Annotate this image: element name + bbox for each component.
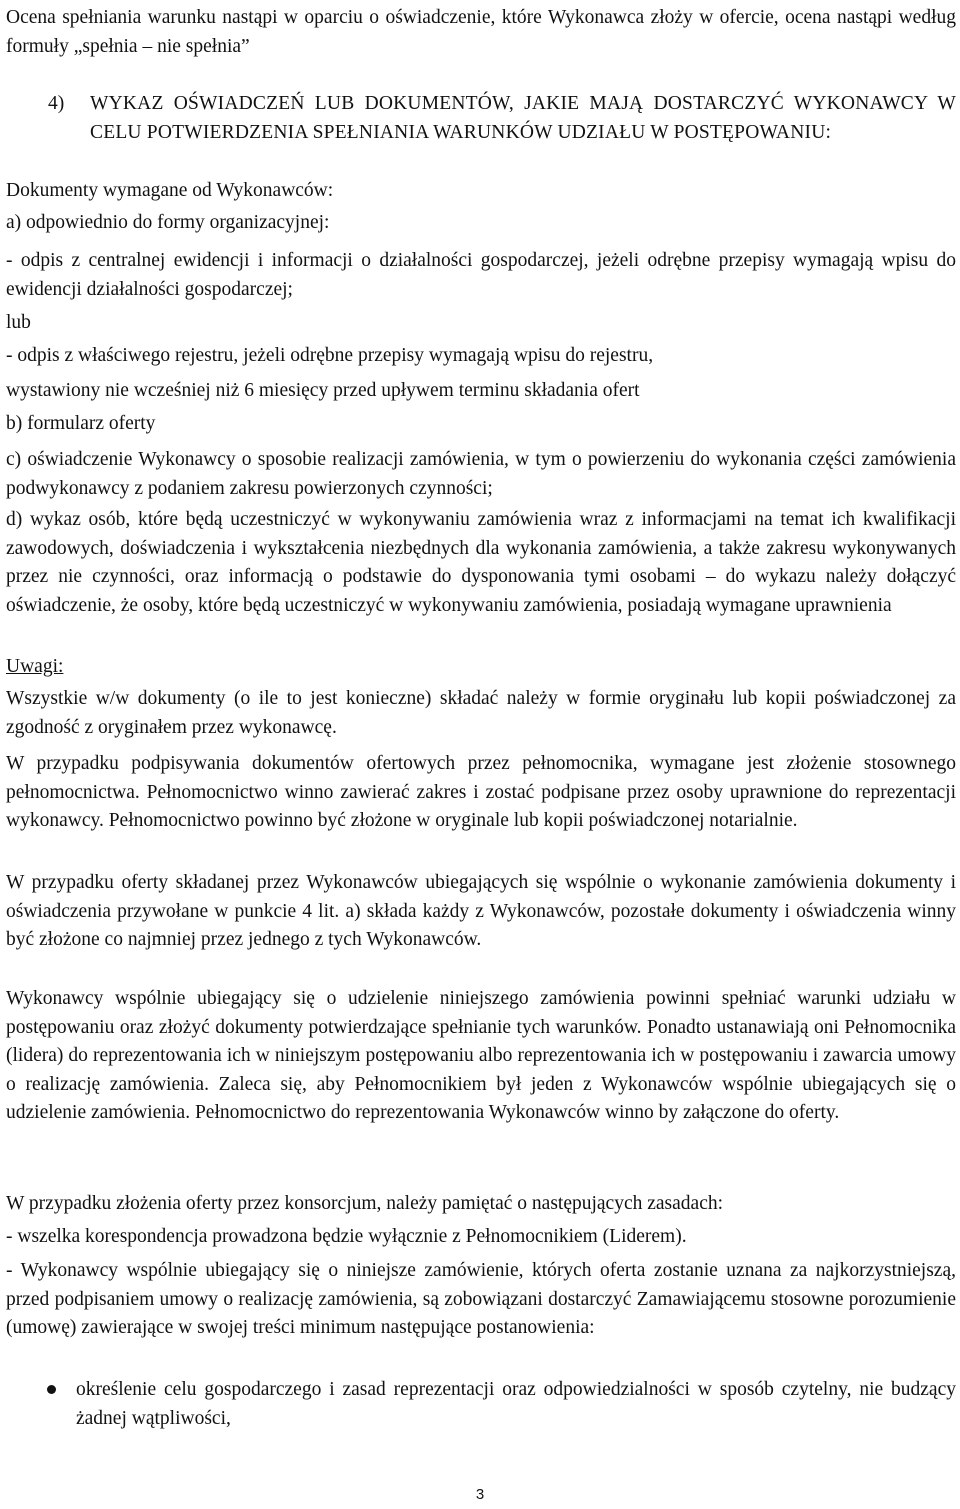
item-d: d) wykaz osób, które będą uczestniczyć w wykonywaniu zamówienia wraz z informacjami na temat ich kwalifikacji zawodowych, doświadczenia i wykształcenia niezbędnych dla wykonania zamówienia, a także zakresu wykonywanych przez nie czynności, oraz informacją o podstawie do dysponowania tymi osobami – do wykazu należy dołączyć oświadczenie, że osoby, które będą uczestniczyć w wykonywaniu zamówienia, posiadają wymagane uprawnienia (6, 509, 956, 616)
note-7: - Wykonawcy wspólnie ubiegający się o niniejsze zamówienie, których oferta zostanie uznana za najkorzystniejszą, przed podpisaniem umowy o realizację zamówienia, są zobowiązani dostarczyć Zamawiającemu stosowne porozumienie (umowę) zawierające w swojej treści minimum następujące postanowienia: (6, 1260, 956, 1338)
item-b: b) formularz oferty (6, 413, 156, 434)
notes-heading: Uwagi: (6, 656, 64, 677)
note-5: W przypadku złożenia oferty przez konsorcjum, należy pamiętać o następujących zasadach: (6, 1193, 724, 1214)
note-6: - wszelka korespondencja prowadzona będzie wyłącznie z Pełnomocnikiem (Liderem). (6, 1226, 687, 1247)
section-heading: WYKAZ OŚWIADCZEŃ LUB DOKUMENTÓW, JAKIE MAJĄ DOSTARCZYĆ WYKONAWCY W CELU POTWIERDZENIA SPEŁNIANIA WARUNKÓW UDZIAŁU W POSTĘPOWANIU: (90, 93, 956, 143)
section-number: 4) (48, 93, 65, 114)
note-4: Wykonawcy wspólnie ubiegający się o udzielenie niniejszego zamówienia powinni spełniać warunki udziału w postępowaniu oraz złożyć dokumenty potwierdzające spełnianie tych warunków. Ponadto ustanawiają oni Pełnomocnika (lidera) do reprezentowania ich w niniejszym postępowaniu albo reprezentowania ich w postępowaniu i zawarcia umowy o realizację zamówienia. Zaleca się, aby Pełnomocnikiem był jeden z Wykonawców wspólnie ubiegających się o udzielenie zamówienia. Pełnomocnictwo do reprezentowania Wykonawców winno by załączone do oferty. (6, 988, 956, 1123)
intro-paragraph: Ocena spełniania warunku nastąpi w oparciu o oświadczenie, które Wykonawca złoży w ofercie, ocena nastąpi według formuły „spełnia – nie spełnia” (6, 7, 956, 57)
item-c: c) oświadczenie Wykonawcy o sposobie realizacji zamówienia, w tym o powierzeniu do wykonania części zamówienia podwykonawcy z podaniem zakresu powierzonych czynności; (6, 449, 956, 499)
item-a-point-1: - odpis z centralnej ewidencji i informacji o działalności gospodarczej, jeżeli odrębne przepisy wymagają wpisu do ewidencji działalności gospodarczej; (6, 250, 956, 300)
docs-required-label: Dokumenty wymagane od Wykonawców: (6, 180, 334, 201)
note-1: Wszystkie w/w dokumenty (o ile to jest konieczne) składać należy w formie oryginału lub kopii poświadczonej za zgodność z oryginałem przez wykonawcę. (6, 688, 956, 738)
item-a-point-2: - odpis z właściwego rejestru, jeżeli odrębne przepisy wymagają wpisu do rejestru, (6, 345, 654, 366)
page-number: 3 (475, 1486, 485, 1503)
item-a-point-3: wystawiony nie wcześniej niż 6 miesięcy przed upływem terminu składania ofert (6, 380, 640, 401)
item-a-heading: a) odpowiednio do formy organizacyjnej: (6, 212, 330, 233)
note-2: W przypadku podpisywania dokumentów ofertowych przez pełnomocnika, wymagane jest złożenie stosownego pełnomocnictwa. Pełnomocnictwo winno zawierać zakres i zostać podpisane przez osoby uprawnione do reprezentacji wykonawcy. Pełnomocnictwo powinno być złożone w oryginale lub kopii poświadczonej notarialnie. (6, 753, 956, 831)
item-a-or: lub (6, 312, 31, 333)
bullet-dot-icon (47, 1385, 56, 1394)
note-3: W przypadku oferty składanej przez Wykonawców ubiegających się wspólnie o wykonanie zamówienia dokumenty i oświadczenia przywołane w punkcie 4 lit. a) składa każdy z Wykonawców, pozostałe dokumenty i oświadczenia winny być złożone co najmniej przez jednego z tych Wykonawców. (6, 872, 956, 950)
bullet-item-1: określenie celu gospodarczego i zasad reprezentacji oraz odpowiedzialności w sposób czytelny, nie budzący żadnej wątpliwości, (76, 1379, 956, 1429)
